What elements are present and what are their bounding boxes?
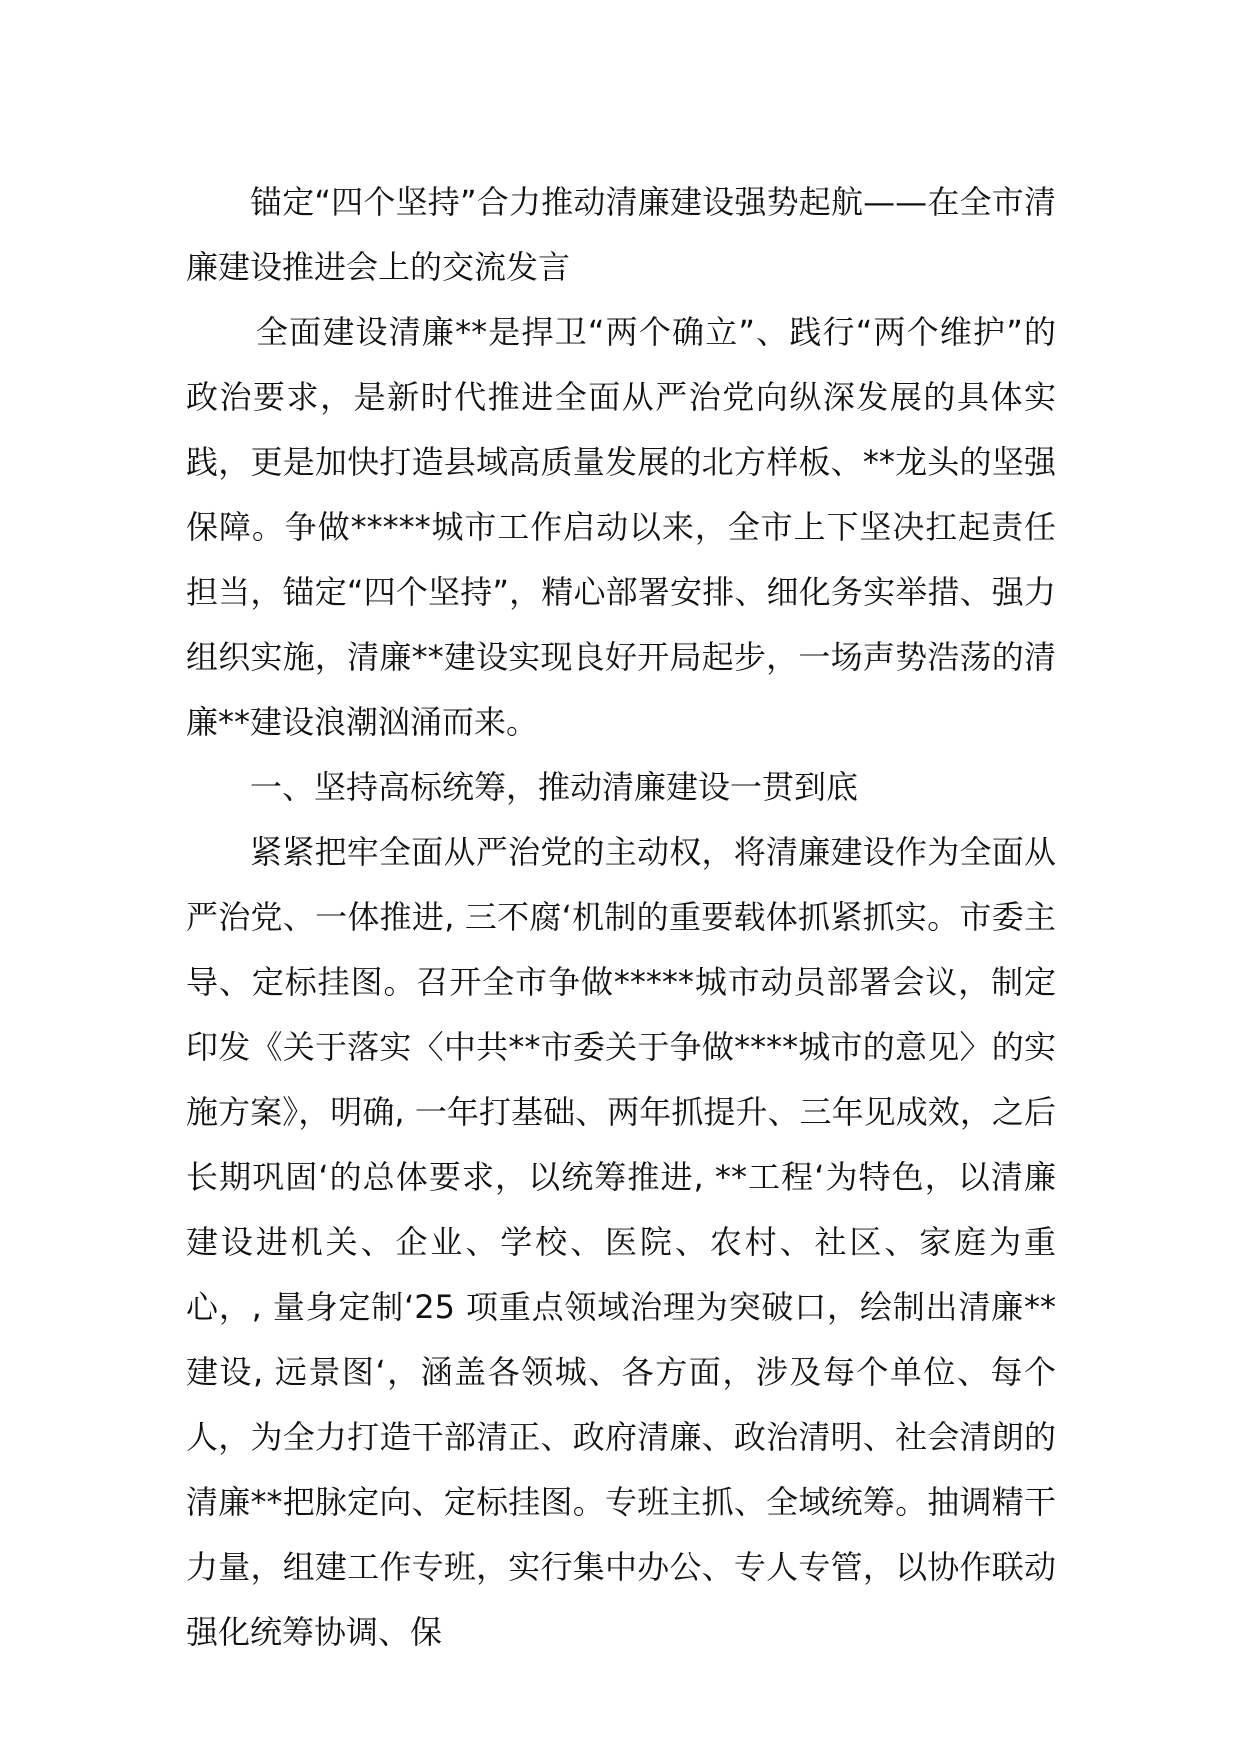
body-paragraph: 紧紧把牢全面从严治党的主动权，将清廉建设作为全面从严治党、一体推进, 三不腐‘机制的重要载体抓紧抓实。市委主导、定标挂图。召开全市争做*****城市动员部署会议，制定印发《关于落实〈中共**市委关于争做****城市的意见〉的实施方案》，明确, 一年打基础、两年抓提升、三年见成效，之后长期巩固‘的总体要求，以统筹推进, **工程‘为特色，以清廉建设进机关、企业、学校、医院、农村、社区、家庭为重心，, 量身定制‘25 项重点领域治理为突破口，绘制出清廉**建设, 远景图‘，涵盖各领城、各方面，涉及每个单位、每个人，为全力打造干部清正、政府清廉、政治清明、社会清朗的清廉**把脉定向、定标挂图。专班主抓、全域统筹。抽调精干力量，组建工作专班，实行集中办公、专人专管，以协作联动强化统筹协调、保 <box>186 833 1056 1651</box>
section-heading-1: 一、坚持高标统筹，推动清廉建设一贯到底 <box>250 768 859 806</box>
document-title: 锚定“四个坚持”合力推动清廉建设强势起航——在全市清廉建设推进会上的交流发言 <box>186 183 1056 286</box>
document-body <box>186 170 1056 1665</box>
intro-paragraph: 全面建设清廉**是捍卫“两个确立”、践行“两个维护”的政治要求，是新时代推进全面从严治党向纵深发展的具体实践，更是加快打造县域高质量发展的北方样板、**龙头的坚强保障。争做*****城市工作启动以来，全市上下坚决扛起责任担当，锚定“四个坚持”，精心部署安排、细化务实举措、强力组织实施，清廉**建设实现良好开局起步，一场声势浩荡的清廉**建设浪潮汹涌而来。 <box>186 313 1056 741</box>
